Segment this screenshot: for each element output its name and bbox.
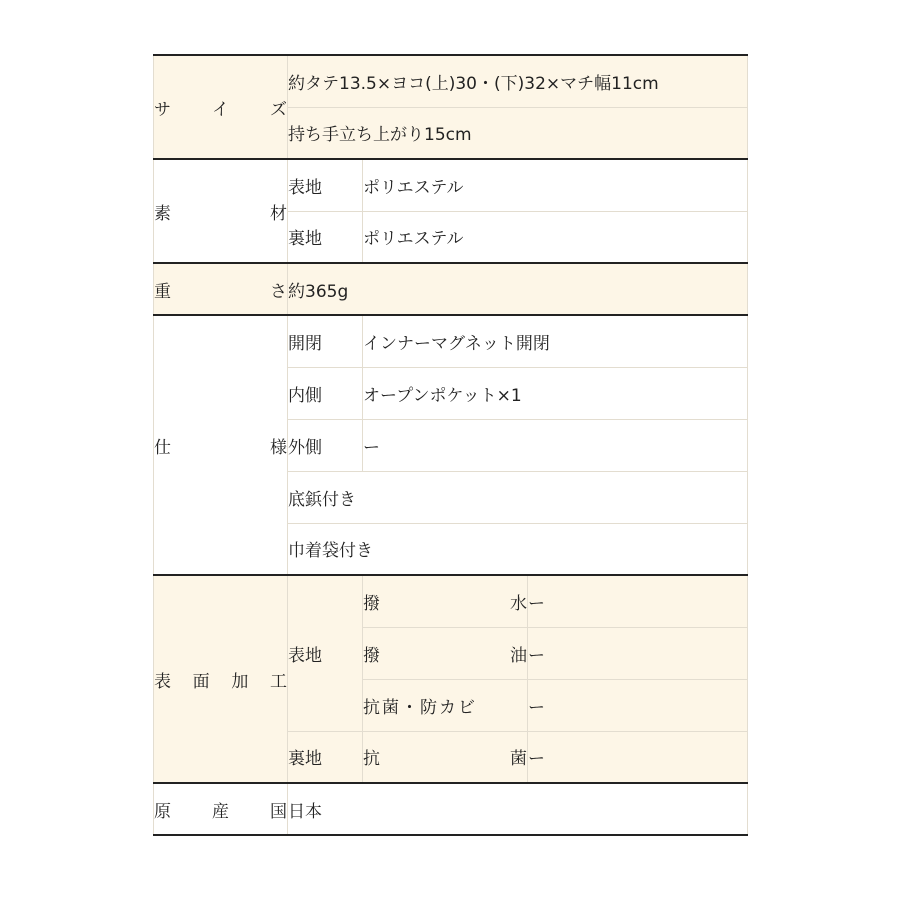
weight-value: 約365g xyxy=(288,263,748,315)
finish-antibacterial-key: 抗 菌 xyxy=(363,731,528,783)
spec-closure-key: 開閉 xyxy=(288,315,363,367)
finish-antibacterial-antimold-value: ー xyxy=(528,679,748,731)
size-handle-height: 持ち手立ち上がり15cm xyxy=(288,107,748,159)
finish-inner-label: 裏地 xyxy=(288,731,363,783)
finish-antibacterial-antimold-key: 抗菌・防カビ xyxy=(363,679,528,731)
finish-oil-repellent-key: 撥 油 xyxy=(363,627,528,679)
spec-table xyxy=(153,54,748,836)
spec-label: 仕 様 xyxy=(154,315,288,575)
spec-closure-value: インナーマグネット開閉 xyxy=(363,315,748,367)
finish-outer-label: 表地 xyxy=(288,575,363,731)
size-label: サ イ ズ xyxy=(154,55,288,159)
spec-outside-key: 外側 xyxy=(288,419,363,471)
finish-water-repellent-key: 撥 水 xyxy=(363,575,528,627)
material-row xyxy=(154,159,748,211)
finish-water-repellent-value: ー xyxy=(528,575,748,627)
spec-row xyxy=(154,315,748,367)
size-row xyxy=(154,55,748,107)
finish-antibacterial-value: ー xyxy=(528,731,748,783)
material-label: 素 材 xyxy=(154,159,288,263)
spec-bottom-studs: 底鋲付き xyxy=(288,471,748,523)
spec-inside-value: オープンポケット×1 xyxy=(363,367,748,419)
finish-row xyxy=(154,575,748,627)
spec-inside-key: 内側 xyxy=(288,367,363,419)
finish-label: 表 面 加 工 xyxy=(154,575,288,783)
finish-oil-repellent-value: ー xyxy=(528,627,748,679)
spec-drawstring-bag: 巾着袋付き xyxy=(288,523,748,575)
spec-outside-value: ー xyxy=(363,419,748,471)
origin-label: 原 産 国 xyxy=(154,783,288,835)
material-inner-value: ポリエステル xyxy=(363,211,748,263)
weight-label: 重 さ xyxy=(154,263,288,315)
size-dimensions: 約タテ13.5×ヨコ(上)30・(下)32×マチ幅11cm xyxy=(288,55,748,107)
origin-row xyxy=(154,783,748,835)
material-outer-key: 表地 xyxy=(288,159,363,211)
material-outer-value: ポリエステル xyxy=(363,159,748,211)
origin-value: 日本 xyxy=(288,783,748,835)
weight-row xyxy=(154,263,748,315)
material-inner-key: 裏地 xyxy=(288,211,363,263)
